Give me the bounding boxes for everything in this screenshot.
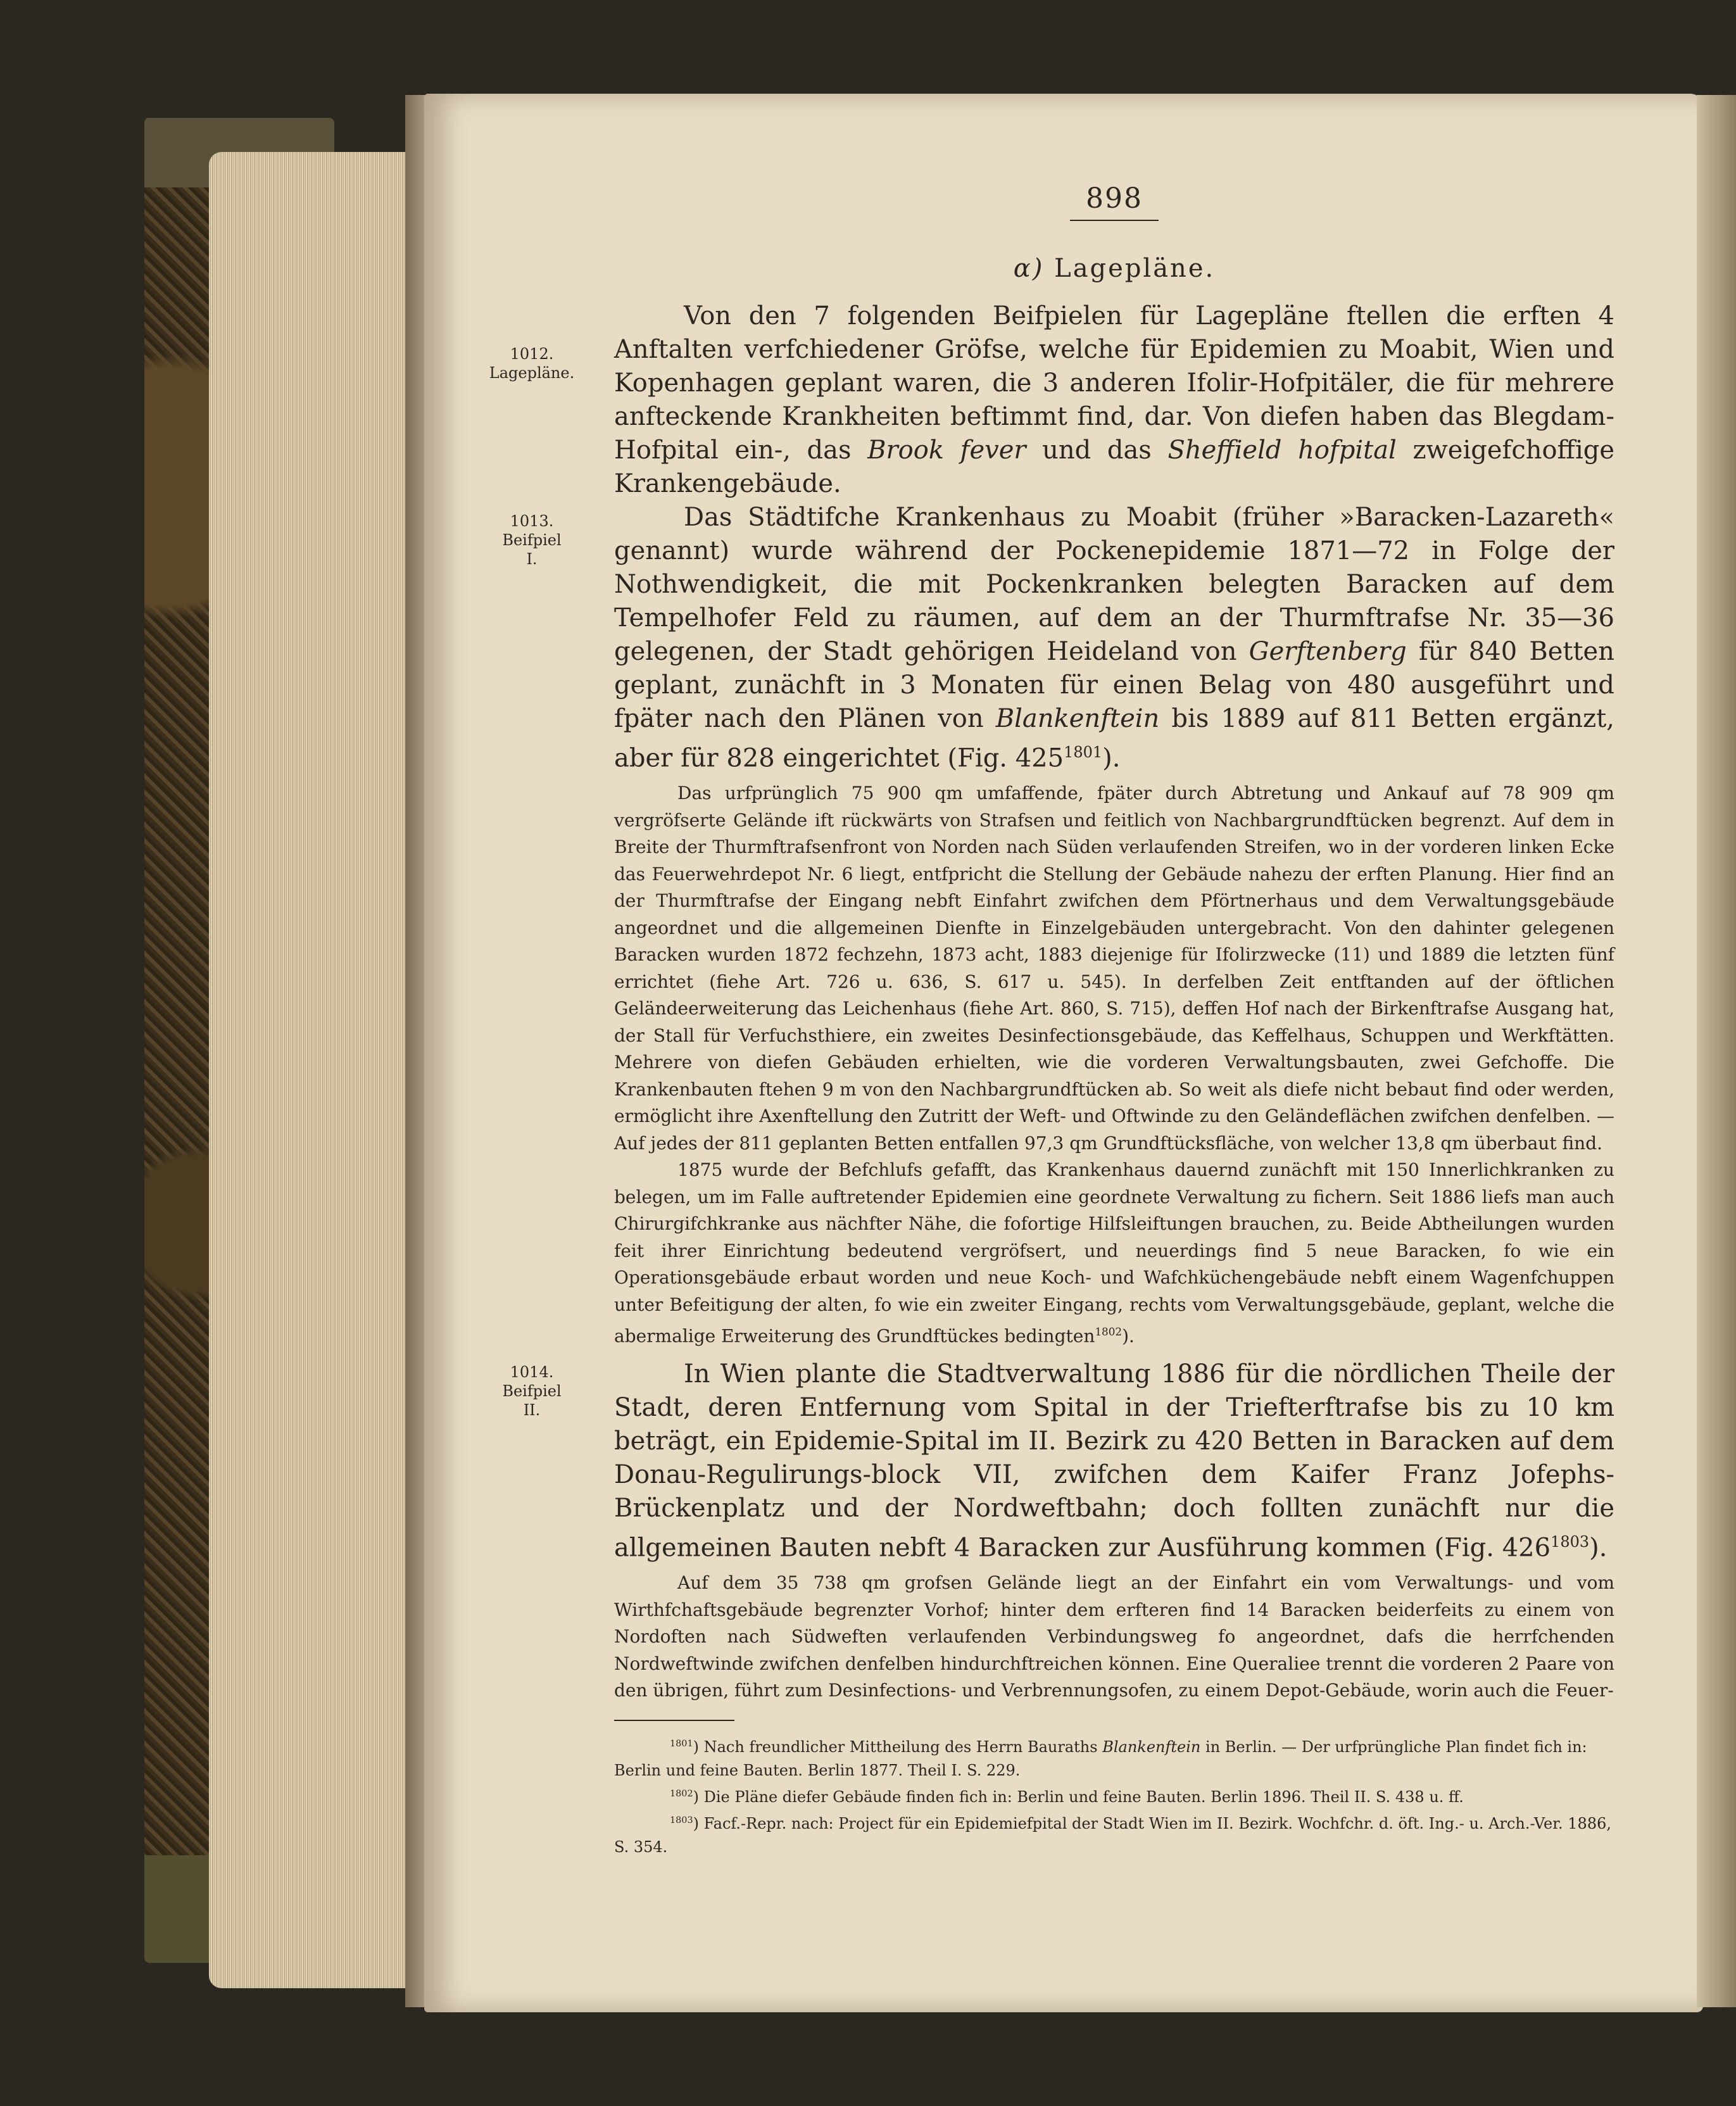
margin-note-1013 (478, 512, 586, 569)
margin-sub: I. (526, 550, 538, 568)
margin-label: Lagepläne. (489, 364, 575, 382)
paragraph-1013-detail-a: Das urfprünglich 75 900 qm umfaffende, fpäter durch Abtretung und Ankauf auf 78 909 qm vergröfserte Gelände ift rückwärts von Strafsen und feitlich von Nachbargrundftücken begrenzt. Auf dem in Breite der Thurmftrafsenfront von Norden nach Süden verlaufenden Streifen, wo in der vorderen linken Ecke das Feuerwehrdepot Nr. 6 liegt, entfpricht die Stellung der Gebäude nahezu der erften Planung. Hier find an der Thurmftrafse der Eingang nebft Einfahrt zwifchen dem Pförtnerhaus und dem Verwaltungsgebäude angeordnet und die allgemeinen Dienfte in Einzelgebäuden untergebracht. Von den dahinter gelegenen Baracken wurden 1872 fechzehn, 1873 acht, 1883 diejenige für Ifolirzwecke (11) und 1889 die letzten fünf errichtet (fiehe Art. 726 u. 636, S. 617 u. 545). In derfelben Zeit entftanden auf der öftlichen Geländeerweiterung das Leichenhaus (fiehe Art. 860, S. 715), deffen Hof nach der Birkenftrafse Ausgang hat, der Stall für Verfuchsthiere, ein zweites Desinfectionsgebäude, das Keffelhaus, Schuppen und Werkftätten. Mehrere von diefen Gebäuden erhielten, wie die vorderen Verwaltungsbauten, zwei Gefchoffe. Die Krankenbauten ftehen 9 m von den Nachbargrundftücken ab. So weit als diefe nicht bebaut find oder werden, ermöglicht ihre Axenftellung den Zutritt der Weft- und Oftwinde zu den Geländeflächen zwifchen denfelben. — Auf jedes der 811 geplanten Betten entfallen 97,3 qm Grundftücksfläche, von welcher 13,8 qm überbaut find. (614, 783, 1614, 1154)
margin-note-1012 (478, 344, 586, 382)
paragraph-1014: In Wien plante die Stadtverwaltung 1886 für die nördlichen Theile der Stadt, deren Entfernung vom Spital in der Triefterftrafse bis zu 10 km beträgt, ein Epidemie-Spital im II. Bezirk zu 420 Betten in Baracken auf dem Donau-Regulirungs-block VII, zwifchen dem Kaifer Franz Jofephs-Brückenplatz und der Nordweftbahn; doch follten zunächft nur die allgemeinen Bauten nebft 4 Baracken zur Ausführung kommen (Fig. $426^{1803}$). (614, 1359, 1614, 1563)
paragraph-1014-detail: Auf dem 35 738 qm grofsen Gelände liegt an der Einfahrt ein vom Verwaltungs- und vom Wirthfchaftsgebäude begrenzter Vorhof; hinter dem erfteren find 14 Baracken beiderfeits zu einem von Nordoften nach Südweften verlaufenden Verbindungsweg fo angeordnet, dafs die herrfchenden Nordweftwinde zwifchen denfelben hindurchftreichen können. Eine Queraliee trennt die vorderen 2 Paare von den übrigen, führt zum Desinfections- und Verbrennungsofen, zu einem Depot-Gebäude, worin auch die Feuer- (614, 1572, 1614, 1701)
right-page-edge (1697, 95, 1736, 2007)
margin-number: 1012. (510, 345, 554, 363)
margin-number: 1013. (510, 512, 554, 530)
paragraph-1013: Das Städtifche Krankenhaus zu Moabit (früher »Baracken-Lazareth« genannt) wurde während der Pockenepidemie 1871—72 in Folge der Nothwendigkeit, die mit Pockenkranken belegten Baracken auf dem Tempelhofer Feld zu räumen, auf dem an der Thurmftrafse Nr. 35—36 gelegenen, der Stadt gehörigen Heideland von Gerftenberg für 840 Betten geplant, zunächft in 3 Monaten für einen Belag von 480 ausgeführt und fpäter nach den Plänen von Blankenftein bis 1889 auf 811 Betten ergänzt, aber für 828 eingerichtet (Fig. $425^{1801}$). (614, 503, 1615, 773)
margin-sub: II. (523, 1401, 541, 1419)
footnote-1803: $^{1803}$) Facf.-Repr. nach: Project für ein Epidemiefpital der Stadt Wien im II. Bezirk. Wochfchr. d. öft. Ing.- u. Arch.-Ver. 1886, S. 354. (614, 1814, 1611, 1856)
margin-label: Beifpiel (502, 531, 562, 549)
page-number-rule (1070, 220, 1159, 221)
heading-letter: α) (1013, 254, 1045, 283)
margin-note-1014 (478, 1363, 586, 1420)
page-edges (209, 152, 424, 1988)
footnotes (614, 1732, 1614, 1859)
margin-number: 1014. (510, 1363, 554, 1381)
page-text (614, 182, 1614, 1859)
page-number: 898 (1086, 182, 1143, 215)
section-heading (614, 254, 1614, 283)
heading-title: Lagepläne. (1054, 254, 1216, 283)
footnote-rule (614, 1720, 734, 1721)
paragraph-1012: Von den 7 folgenden Beifpielen für Lagepläne ftellen die erften 4 Anftalten verfchiedener Gröfse, welche für Epidemien zu Moabit, Wien und Kopenhagen geplant waren, die 3 anderen Ifolir-Hofpitäler, die für mehrere anfteckende Krankheiten beftimmt find, dar. Von diefen haben das Blegdam-Hofpital ein-, das Brook fever und das Sheffield hofpital zweigefchoffige Krankengebäude. (614, 301, 1615, 498)
margin-label: Beifpiel (502, 1382, 562, 1400)
footnote-1801: $^{1801}$) Nach freundlicher Mittheilung des Herrn Bauraths Blankenftein in Berlin. — Der urfprüngliche Plan findet fich in: Berlin und feine Bauten. Berlin 1877. Theil I. S. 229. (614, 1737, 1587, 1779)
paragraph-1013-detail-b: 1875 wurde der Befchlufs gefafft, das Krankenhaus dauernd zunächft mit 150 Innerlichkranken zu belegen, um im Falle auftretender Epidemien eine geordnete Verwaltung zu fichern. Seit 1886 liefs man auch Chirurgifchkranke aus nächfter Nähe, die fofortige Hilfsleiftungen brauchen, zu. Beide Abtheilungen wurden feit ihrer Einrichtung bedeutend vergröfsert, und neuerdings find 5 neue Baracken, fo wie ein Operationsgebäude erbaut worden und neue Koch- und Wafchküchengebäude nebft einem Wagenfchuppen unter Befeitigung der alten, fo wie ein zweiter Eingang, rechts vom Verwaltungsgebäude, geplant, welche die abermalige Erweiterung des Grundftückes bedingten$^{1802}$). (614, 1159, 1614, 1347)
footnote-1802: $^{1802}$) Die Pläne diefer Gebäude finden fich in: Berlin und feine Bauten. Berlin 1896. Theil II. S. 438 u. ff. (670, 1788, 1464, 1806)
